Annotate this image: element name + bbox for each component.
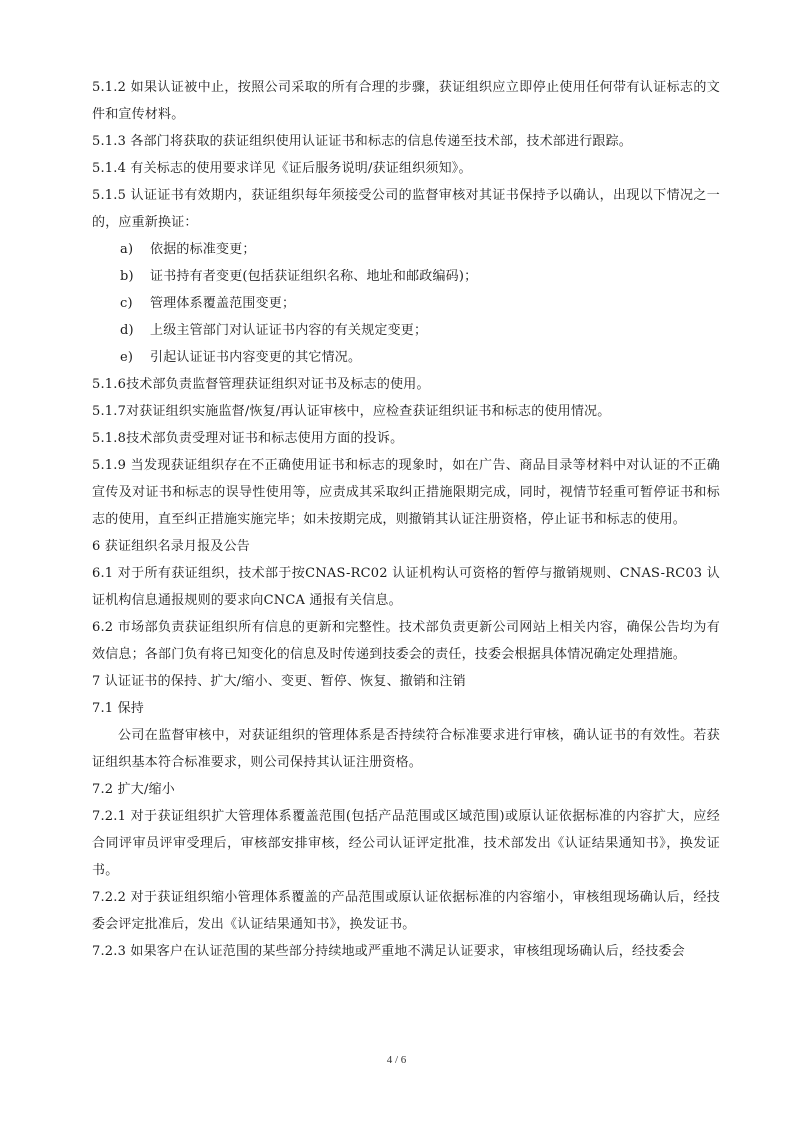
clause-5-1-8: 5.1.8技术部负责受理对证书和标志使用方面的投诉。 <box>92 431 404 446</box>
list-item <box>92 236 720 263</box>
list-item <box>92 263 720 290</box>
clause-7-2-1: 7.2.1 对于获证组织扩大管理体系覆盖范围(包括产品范围或区域范围)或原认证依据标准的内容扩大，应经合同评审员评审受理后，审核部安排审核，经公司认证评定批准，技术部发出《认证结果通知书》，换发证书。 <box>92 809 720 878</box>
list-text: 引起认证证书内容变更的其它情况。 <box>150 350 362 365</box>
clause-5-1-3: 5.1.3 各部门将获取的获证组织使用认证证书和标志的信息传递至技术部，技术部进行跟踪。 <box>92 134 633 149</box>
clause-5-1-9: 5.1.9 当发现获证组织存在不正确使用证书和标志的现象时，如在广告、商品目录等材料中对认证的不正确宣传及对证书和标志的误导性使用等，应责成其采取纠正措施限期完成，同时，视情节轻重可暂停证书和标志的使用，直至纠正措施实施完毕；如未按期完成，则撤销其认证注册资格，停止证书和标志的使用。 <box>92 458 720 527</box>
clause-5-1-4: 5.1.4 有关标志的使用要求详见《证后服务说明/获证组织须知》。 <box>92 161 472 176</box>
clause-7-2-3: 7.2.3 如果客户在认证范围的某些部分持续地或严重地不满足认证要求，审核组现场确认后，经技委会 <box>92 944 685 959</box>
list-marker: a) <box>120 242 134 257</box>
clause-5-1-5: 5.1.5 认证证书有效期内，获证组织每年须接受公司的监督审核对其证书保持予以确认，出现以下情况之一的，应重新换证： <box>92 188 720 230</box>
list-text: 上级主管部门对认证证书内容的有关规定变更； <box>150 323 428 338</box>
list-marker: e) <box>120 350 134 365</box>
section-7-heading: 7 认证证书的保持、扩大/缩小、变更、暂停、恢复、撤销和注销 <box>92 674 466 689</box>
list-marker: b) <box>120 269 134 284</box>
document-body <box>92 74 720 965</box>
list-text: 依据的标准变更； <box>150 242 256 257</box>
list-marker: d) <box>120 323 134 338</box>
clause-7-2-2: 7.2.2 对于获证组织缩小管理体系覆盖的产品范围或原认证依据标准的内容缩小，审核组现场确认后，经技委会评定批准后，发出《认证结果通知书》，换发证书。 <box>92 890 720 932</box>
list-item <box>92 344 720 371</box>
list-marker: c) <box>120 296 133 311</box>
clause-5-1-2: 5.1.2 如果认证被中止，按照公司采取的所有合理的步骤，获证组织应立即停止使用任何带有认证标志的文件和宣传材料。 <box>92 80 720 122</box>
clause-7-1-body: 公司在监督审核中，对获证组织的管理体系是否持续符合标准要求进行审核，确认证书的有效性。若获证组织基本符合标准要求，则公司保持其认证注册资格。 <box>92 728 720 770</box>
clause-6-1: 6.1 对于所有获证组织，技术部于按CNAS-RC02 认证机构认可资格的暂停与撤销规则、CNAS-RC03 认证机构信息通报规则的要求向CNCA 通报有关信息。 <box>92 566 720 608</box>
list-item <box>92 317 720 344</box>
page-number: 4 / 6 <box>386 1054 407 1066</box>
list-text: 管理体系覆盖范围变更； <box>150 296 296 311</box>
clause-7-1-heading: 7.1 保持 <box>92 701 145 716</box>
section-6-heading: 6 获证组织名录月报及公告 <box>92 539 251 554</box>
clause-6-2: 6.2 市场部负责获证组织所有信息的更新和完整性。技术部负责更新公司网站上相关内容，确保公告均为有效信息；各部门负有将已知变化的信息及时传递到技委会的责任，技委会根据具体情况确定处理措施。 <box>92 620 720 662</box>
list-item <box>92 290 720 317</box>
clause-5-1-6: 5.1.6技术部负责监督管理获证组织对证书及标志的使用。 <box>92 377 430 392</box>
clause-5-1-7: 5.1.7对获证组织实施监督/恢复/再认证审核中，应检查获证组织证书和标志的使用情况。 <box>92 404 611 419</box>
clause-7-2-heading: 7.2 扩大/缩小 <box>92 782 175 797</box>
list-text: 证书持有者变更(包括获证组织名称、地址和邮政编码)； <box>150 269 478 284</box>
